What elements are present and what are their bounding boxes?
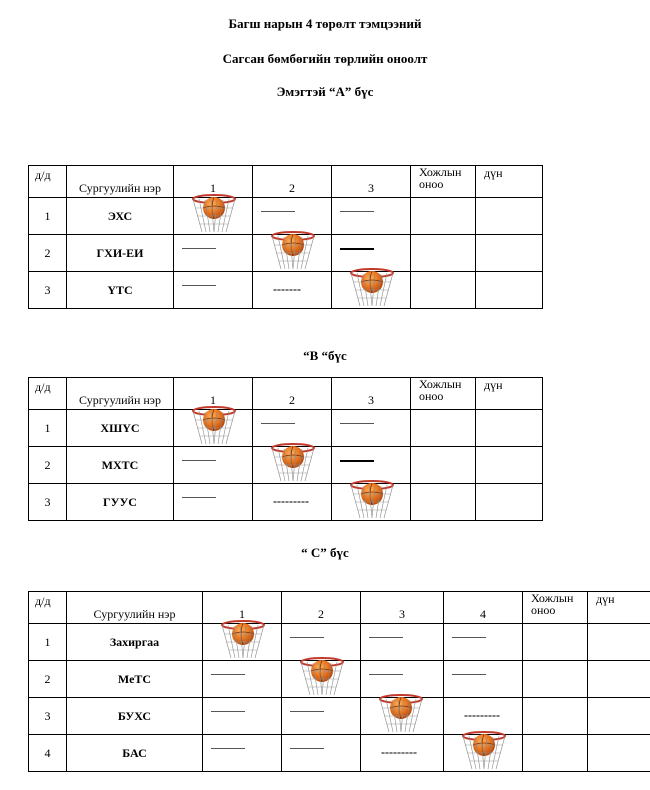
row-number: 2 — [29, 447, 67, 484]
win-points-cell — [411, 235, 476, 272]
win-points-cell — [411, 272, 476, 309]
standings-table-group-1 — [28, 165, 543, 309]
match-cell — [253, 235, 332, 272]
match-cell — [444, 624, 523, 661]
empty-match-line — [211, 711, 245, 712]
empty-match-line — [182, 497, 216, 498]
empty-match-line — [290, 711, 324, 712]
empty-match-line — [261, 211, 295, 212]
header-col-1: 1 — [174, 378, 253, 410]
row-number: 4 — [29, 735, 67, 772]
header-win-points: Хожлын оноо — [523, 592, 588, 624]
basketball-hoop-icon — [377, 694, 425, 734]
empty-match-line — [261, 423, 295, 424]
match-cell — [203, 735, 282, 772]
total-cell — [476, 235, 543, 272]
row-number: 1 — [29, 410, 67, 447]
row-number: 1 — [29, 624, 67, 661]
header-col-2: 2 — [282, 592, 361, 624]
match-cell — [174, 484, 253, 521]
basketball-hoop-icon — [348, 480, 396, 520]
total-cell — [476, 484, 543, 521]
header-col-1: 1 — [174, 166, 253, 198]
row-number: 3 — [29, 272, 67, 309]
empty-match-dashes: ------- — [273, 282, 301, 296]
match-cell — [253, 484, 332, 521]
match-cell — [203, 698, 282, 735]
document-title-line-2: Сагсан бөмбөгийн төрлийн оноолт — [222, 51, 428, 66]
total-cell — [588, 698, 650, 735]
empty-match-line — [211, 748, 245, 749]
match-cell — [332, 235, 411, 272]
win-points-cell — [523, 624, 588, 661]
school-name: МХТС — [67, 447, 174, 484]
match-cell — [332, 272, 411, 309]
header-col-4: 4 — [444, 592, 523, 624]
empty-match-dashes: --------- — [273, 494, 309, 508]
match-cell — [174, 410, 253, 447]
standings-table-group-2 — [28, 377, 543, 521]
total-cell — [476, 447, 543, 484]
header-total: дүн — [588, 592, 650, 624]
basketball-hoop-icon — [460, 731, 508, 771]
match-cell — [332, 198, 411, 235]
header-total: дүн — [476, 166, 543, 198]
match-cell — [174, 235, 253, 272]
match-cell — [361, 735, 444, 772]
school-name: ХШҮС — [67, 410, 174, 447]
school-name: БУХС — [67, 698, 203, 735]
match-cell — [253, 447, 332, 484]
empty-match-line — [211, 674, 245, 675]
header-col-3: 3 — [361, 592, 444, 624]
win-points-cell — [523, 698, 588, 735]
match-cell — [444, 661, 523, 698]
match-cell — [174, 198, 253, 235]
match-cell — [361, 624, 444, 661]
header-win-points: Хожлын оноо — [411, 378, 476, 410]
match-cell — [332, 410, 411, 447]
basketball-hoop-icon — [190, 194, 238, 234]
empty-match-line — [369, 674, 403, 675]
header-col-3: 3 — [332, 378, 411, 410]
header-no: д/д — [29, 592, 67, 624]
match-cell — [361, 661, 444, 698]
basketball-hoop-icon — [348, 268, 396, 308]
win-points-cell — [411, 484, 476, 521]
empty-match-line — [452, 674, 486, 675]
empty-match-line — [340, 211, 374, 212]
match-cell — [444, 698, 523, 735]
table-row — [29, 272, 543, 309]
header-school-name: Сургуулийн нэр — [67, 166, 174, 198]
table-row — [29, 484, 543, 521]
match-cell — [174, 272, 253, 309]
row-number: 3 — [29, 698, 67, 735]
group-b-title: “B “бүс — [303, 348, 347, 363]
header-school-name: Сургуулийн нэр — [67, 592, 203, 624]
total-cell — [588, 624, 650, 661]
match-cell — [282, 735, 361, 772]
table-row — [29, 624, 650, 661]
total-cell — [588, 661, 650, 698]
win-points-cell — [411, 410, 476, 447]
row-number: 2 — [29, 235, 67, 272]
school-name: МеТС — [67, 661, 203, 698]
match-cell — [253, 410, 332, 447]
basketball-hoop-icon — [298, 657, 346, 697]
empty-match-line — [369, 637, 403, 638]
table-row — [29, 447, 543, 484]
match-cell — [282, 698, 361, 735]
total-cell — [588, 735, 650, 772]
header-col-2: 2 — [253, 378, 332, 410]
match-cell — [282, 661, 361, 698]
table-header-row — [29, 378, 543, 410]
header-no: д/д — [29, 166, 67, 198]
match-cell — [444, 735, 523, 772]
empty-match-line — [340, 460, 374, 462]
win-points-cell — [523, 735, 588, 772]
basketball-hoop-icon — [219, 620, 267, 660]
table-header-row — [29, 166, 543, 198]
basketball-hoop-icon — [269, 443, 317, 483]
match-cell — [332, 447, 411, 484]
table-row — [29, 198, 543, 235]
empty-match-dashes: --------- — [464, 708, 500, 722]
empty-match-line — [182, 285, 216, 286]
match-cell — [361, 698, 444, 735]
match-cell — [174, 447, 253, 484]
total-cell — [476, 272, 543, 309]
table-row — [29, 661, 650, 698]
empty-match-line — [290, 637, 324, 638]
empty-match-line — [182, 460, 216, 461]
basketball-hoop-icon — [269, 231, 317, 271]
school-name: ЭХС — [67, 198, 174, 235]
empty-match-dashes: --------- — [381, 745, 417, 759]
table-row — [29, 410, 543, 447]
empty-match-line — [182, 248, 216, 249]
standings-table-group-3 — [28, 591, 650, 772]
empty-match-line — [340, 423, 374, 424]
school-name: ГХИ-ЕИ — [67, 235, 174, 272]
group-c-title: “ C” бүс — [301, 545, 349, 560]
win-points-cell — [411, 447, 476, 484]
total-cell — [476, 410, 543, 447]
empty-match-line — [452, 637, 486, 638]
match-cell — [332, 484, 411, 521]
header-school-name: Сургуулийн нэр — [67, 378, 174, 410]
empty-match-line — [290, 748, 324, 749]
row-number: 1 — [29, 198, 67, 235]
table-row — [29, 735, 650, 772]
basketball-hoop-icon — [190, 406, 238, 446]
table-row — [29, 698, 650, 735]
school-name: ГУУС — [67, 484, 174, 521]
school-name: БАС — [67, 735, 203, 772]
group-a-title: Эмэгтэй “А” бүс — [276, 84, 374, 99]
header-win-points: Хожлын оноо — [411, 166, 476, 198]
match-cell — [253, 272, 332, 309]
row-number: 3 — [29, 484, 67, 521]
win-points-cell — [523, 661, 588, 698]
match-cell — [203, 661, 282, 698]
win-points-cell — [411, 198, 476, 235]
total-cell — [476, 198, 543, 235]
match-cell — [282, 624, 361, 661]
header-col-2: 2 — [253, 166, 332, 198]
match-cell — [253, 198, 332, 235]
header-total: дүн — [476, 378, 543, 410]
header-no: д/д — [29, 378, 67, 410]
match-cell — [203, 624, 282, 661]
school-name: Захиргаа — [67, 624, 203, 661]
table-row — [29, 235, 543, 272]
header-col-3: 3 — [332, 166, 411, 198]
document-title-line-1: Багш нарын 4 төрөлт тэмцээний — [228, 16, 422, 31]
row-number: 2 — [29, 661, 67, 698]
table-header-row — [29, 592, 650, 624]
school-name: ҮТС — [67, 272, 174, 309]
empty-match-line — [340, 248, 374, 250]
header-col-1: 1 — [203, 592, 282, 624]
